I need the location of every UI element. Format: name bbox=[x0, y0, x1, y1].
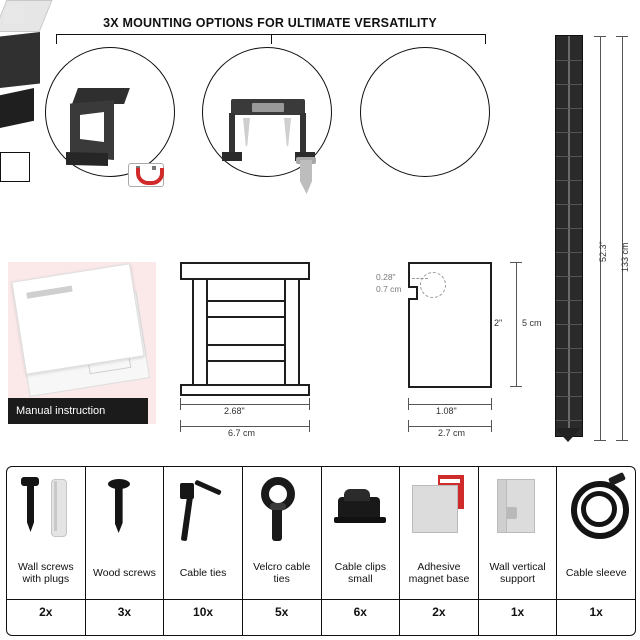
side-profile-hole-icon bbox=[420, 272, 446, 298]
wall-screw-plug-icon bbox=[7, 467, 85, 547]
side-width-cm-tick-left bbox=[408, 420, 409, 432]
part-qty: 2x bbox=[7, 599, 85, 624]
part-label: Cable clips small bbox=[334, 561, 386, 585]
adhesive-bracket-wing-icon bbox=[0, 88, 34, 128]
side-height-tick-bottom bbox=[510, 386, 522, 387]
cable-sleeve-illustration bbox=[555, 35, 583, 437]
bracket-outline-cross-1 bbox=[206, 300, 284, 302]
screw-icon bbox=[300, 160, 312, 194]
part-label: Velcro cable ties bbox=[253, 561, 311, 585]
side-profile-bottom bbox=[408, 386, 492, 388]
side-profile-lip-under bbox=[408, 298, 418, 300]
bracket-width-dim-inch bbox=[180, 404, 310, 405]
bracket-outline-left-bottom bbox=[180, 384, 182, 394]
adhesive-bracket-body-icon bbox=[0, 32, 40, 88]
side-width-tick-right bbox=[491, 398, 492, 410]
sleeve-dim-inch-label: 52.3" bbox=[598, 241, 608, 262]
bracket-outline-bottom bbox=[180, 394, 310, 396]
part-cell bbox=[322, 467, 401, 635]
bracket-width-cm-tick-right bbox=[309, 420, 310, 432]
side-width-tick-left bbox=[408, 398, 409, 410]
bracket-outline-right-rail-2 bbox=[298, 278, 300, 384]
lip-dim-inch-label: 0.28" bbox=[376, 272, 396, 282]
bracket-outline-right-rail bbox=[284, 278, 286, 384]
side-width-inch-label: 1.08" bbox=[436, 406, 457, 416]
bracket-outline-left-rail bbox=[192, 278, 194, 384]
sleeve-dim-tick-bottom bbox=[594, 440, 606, 441]
clamp-arm-right-icon bbox=[300, 113, 306, 155]
cable-tie-icon bbox=[164, 467, 242, 547]
manual-page-front bbox=[11, 263, 144, 375]
cable-sleeve-icon bbox=[557, 467, 635, 547]
side-height-tick-top bbox=[510, 262, 522, 263]
side-profile-top bbox=[408, 262, 492, 264]
side-width-dim-cm bbox=[408, 426, 492, 427]
magnet-icon bbox=[128, 163, 164, 187]
sleeve-dim-cm-tick-top bbox=[616, 36, 628, 37]
bracket-notch-icon bbox=[80, 112, 104, 142]
part-cell bbox=[86, 467, 165, 635]
side-height-inch-label: 2" bbox=[494, 318, 503, 328]
bracket-width-tick-left bbox=[180, 398, 181, 410]
side-width-cm-tick-right bbox=[491, 420, 492, 432]
adhesive-bracket-notch-icon bbox=[0, 128, 20, 152]
part-label: Wall vertical support bbox=[489, 561, 546, 585]
bracket-foot-icon bbox=[66, 152, 108, 166]
bracket-width-dim-cm bbox=[180, 426, 310, 427]
part-label: Cable ties bbox=[179, 567, 227, 579]
part-label: Wall screws with plugs bbox=[18, 561, 74, 585]
bracket-outline-top-inner bbox=[180, 278, 310, 280]
side-profile-right bbox=[490, 262, 492, 386]
bracket-outline-right-bottom bbox=[308, 384, 310, 394]
clamp-base-left-icon bbox=[222, 152, 242, 161]
bracket-outline-cross-4 bbox=[206, 360, 284, 362]
sleeve-dim-cm-tick-bottom bbox=[616, 440, 628, 441]
parts-list-strip bbox=[6, 466, 636, 636]
sleeve-dim-line-inch bbox=[600, 36, 601, 440]
peel-corner-icon bbox=[0, 152, 30, 182]
mounting-option-3-circle bbox=[360, 47, 490, 177]
velcro-tie-icon bbox=[243, 467, 321, 547]
part-qty: 2x bbox=[400, 599, 478, 624]
bracket-outline-left-rail-2 bbox=[206, 278, 208, 384]
sleeve-dim-cm-label: 133 cm bbox=[620, 242, 630, 272]
bracket-outline-left-top bbox=[180, 262, 182, 278]
part-cell bbox=[557, 467, 635, 635]
side-profile-lip-drop bbox=[416, 286, 418, 298]
clamp-inner-slot-icon bbox=[252, 103, 284, 112]
bracket-width-tick-right bbox=[309, 398, 310, 410]
side-height-dim bbox=[516, 262, 517, 386]
page-title: 3X MOUNTING OPTIONS FOR ULTIMATE VERSATILITY bbox=[103, 16, 437, 30]
side-width-dim-inch bbox=[408, 404, 492, 405]
part-qty: 1x bbox=[479, 599, 557, 624]
sleeve-dim-tick-top bbox=[594, 36, 606, 37]
bracket-outline-right-top bbox=[308, 262, 310, 278]
part-cell bbox=[164, 467, 243, 635]
part-label: Adhesive magnet base bbox=[408, 561, 470, 585]
bracket-outline-bottom-inner bbox=[180, 384, 310, 386]
sleeve-dim-line-cm bbox=[622, 36, 623, 440]
part-qty: 6x bbox=[322, 599, 400, 624]
part-cell bbox=[479, 467, 558, 635]
wall-support-icon bbox=[479, 467, 557, 547]
clamp-arm-left-icon bbox=[229, 113, 235, 155]
wood-screw-icon bbox=[86, 467, 164, 547]
manual-instruction-label: Manual instruction bbox=[8, 398, 148, 424]
title-underline-rule bbox=[56, 34, 486, 35]
part-qty: 1x bbox=[557, 599, 635, 624]
bracket-outline-cross-3 bbox=[206, 344, 284, 346]
part-label: Wood screws bbox=[93, 567, 156, 579]
part-qty: 5x bbox=[243, 599, 321, 624]
part-qty: 3x bbox=[86, 599, 164, 624]
bracket-outline-top bbox=[180, 262, 310, 264]
side-height-cm-label: 5 cm bbox=[522, 318, 542, 328]
side-width-cm-label: 2.7 cm bbox=[438, 428, 466, 438]
part-cell bbox=[400, 467, 479, 635]
part-cell bbox=[7, 467, 86, 635]
bracket-width-cm-label: 6.7 cm bbox=[228, 428, 256, 438]
bracket-width-cm-tick-left bbox=[180, 420, 181, 432]
cable-clip-icon bbox=[322, 467, 400, 547]
part-label: Cable sleeve bbox=[565, 567, 627, 579]
bracket-outline-cross-2 bbox=[206, 316, 284, 318]
bracket-width-inch-label: 2.68" bbox=[224, 406, 245, 416]
side-profile-left-upper bbox=[408, 262, 410, 286]
part-cell bbox=[243, 467, 322, 635]
adhesive-magnet-icon bbox=[400, 467, 478, 547]
part-qty: 10x bbox=[164, 599, 242, 624]
lip-dim-cm-label: 0.7 cm bbox=[376, 284, 402, 294]
side-profile-left-lower bbox=[408, 298, 410, 386]
